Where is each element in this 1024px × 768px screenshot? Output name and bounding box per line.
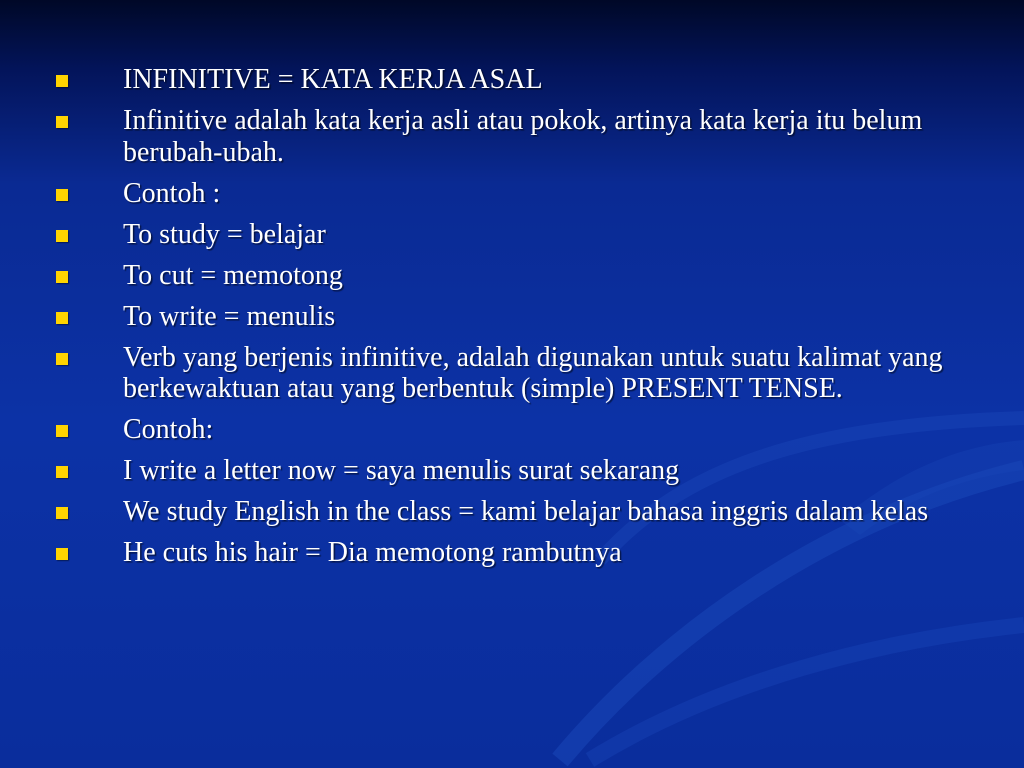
bullet-item (56, 301, 976, 333)
bullet-square-icon (56, 271, 68, 283)
bullet-item (56, 260, 976, 292)
bullet-item (56, 455, 976, 487)
bullet-square-icon (56, 116, 68, 128)
bullet-square-icon (56, 75, 68, 87)
bullet-text: I write a letter now = saya menulis surat sekarang (123, 455, 680, 486)
bullet-item (56, 537, 976, 569)
bullet-square-icon (56, 425, 68, 437)
bullet-item (56, 105, 976, 168)
bullet-list (56, 64, 976, 578)
bullet-text: Infinitive adalah kata kerja asli atau pokok, artinya kata kerja itu belum berubah-ubah. (123, 105, 923, 168)
bullet-text: To write = menulis (123, 300, 336, 332)
bullet-square-icon (56, 466, 68, 478)
bullet-item (56, 496, 976, 528)
bullet-text: To cut = memotong (123, 259, 343, 291)
bullet-square-icon (56, 230, 68, 242)
bullet-text: To study = belajar (123, 218, 326, 250)
bullet-item (56, 342, 976, 405)
bullet-square-icon (56, 353, 68, 365)
bullet-item (56, 178, 976, 210)
bullet-item (56, 414, 976, 446)
bullet-item (56, 219, 976, 251)
bullet-text: Verb yang berjenis infinitive, adalah digunakan untuk suatu kalimat yang berkewaktuan atau yang berbentuk (simple) PRESENT TENSE. (123, 341, 943, 404)
bullet-square-icon (56, 548, 68, 560)
bullet-item (56, 64, 976, 96)
bullet-text: Contoh : (123, 177, 221, 209)
bullet-text: INFINITIVE = KATA KERJA ASAL (123, 64, 543, 95)
bullet-text: We study English in the class = kami belajar bahasa inggris dalam kelas (123, 496, 929, 527)
bullet-text: Contoh: (123, 414, 214, 445)
bullet-text: He cuts his hair = Dia memotong rambutnya (123, 537, 622, 568)
bullet-square-icon (56, 507, 68, 519)
bullet-square-icon (56, 312, 68, 324)
bullet-square-icon (56, 189, 68, 201)
